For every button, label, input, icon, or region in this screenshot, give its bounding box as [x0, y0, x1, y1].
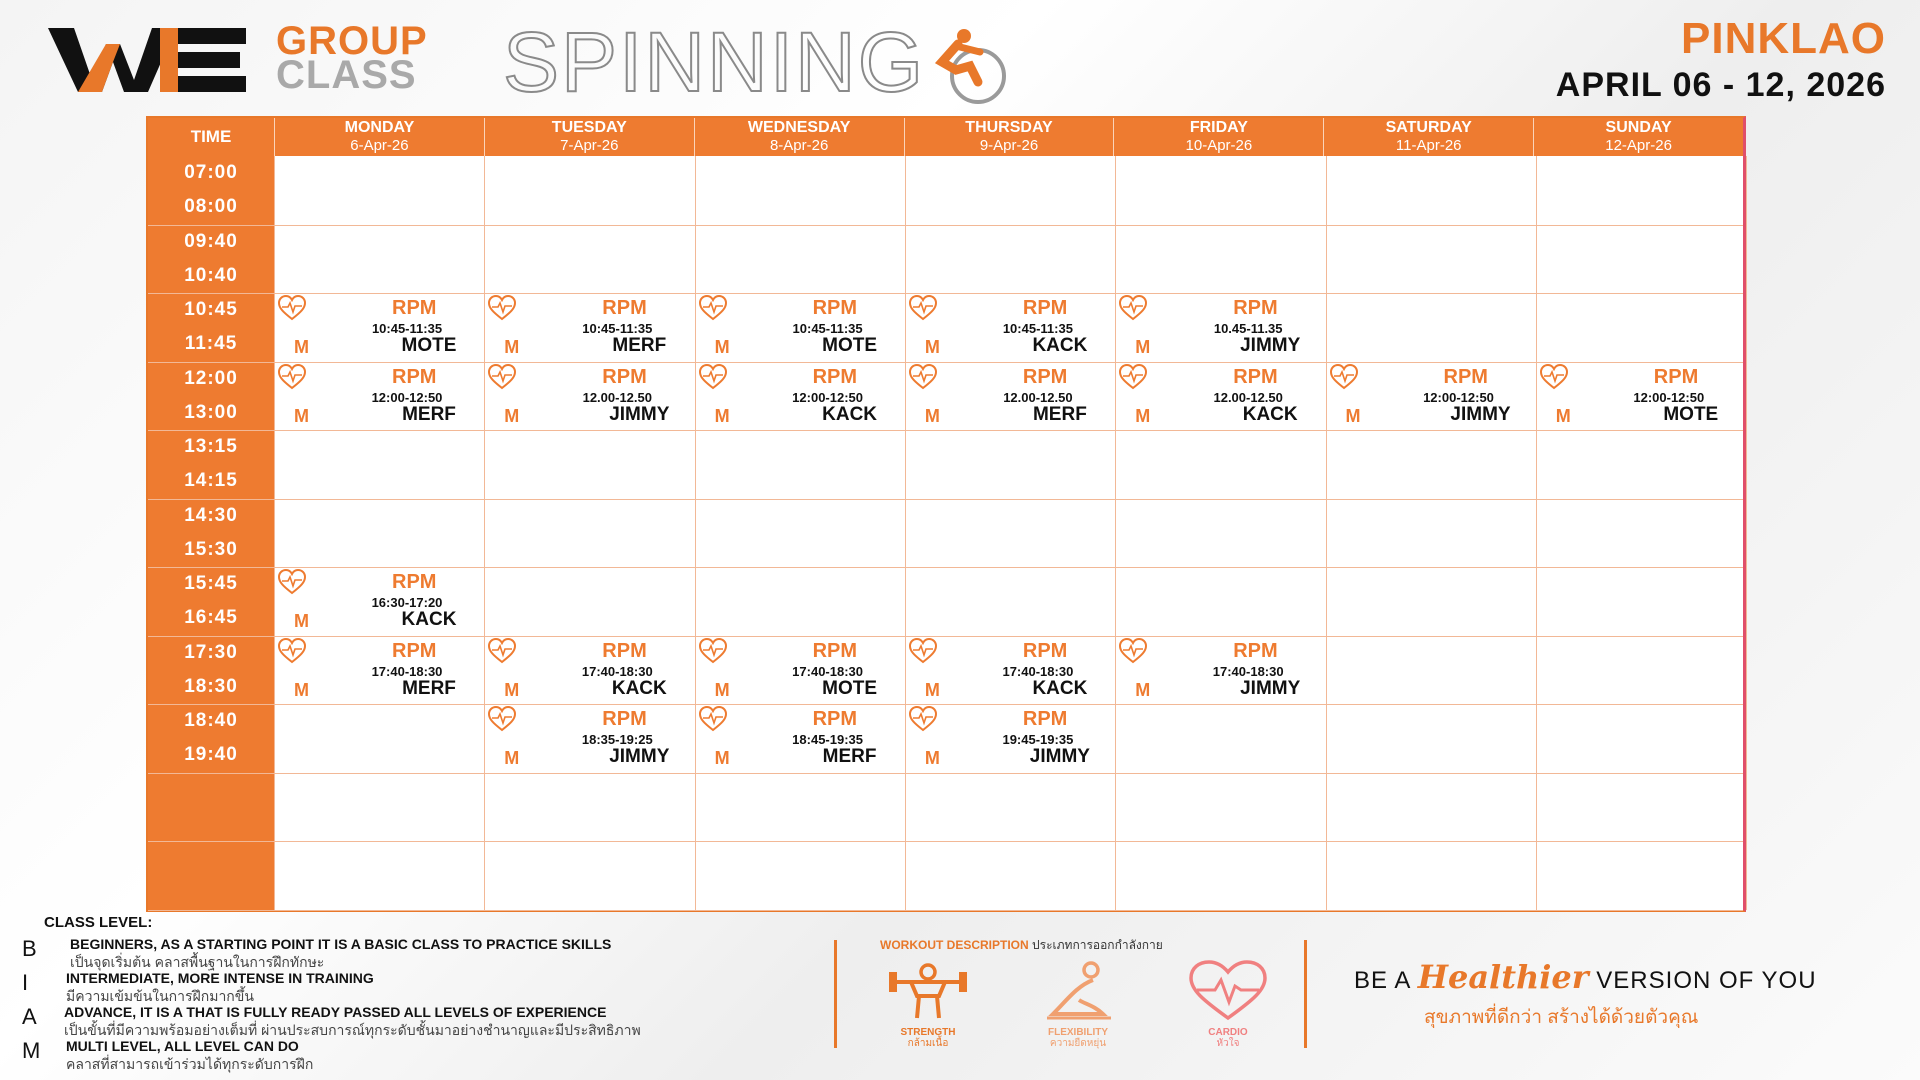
cardio-heart-icon	[278, 638, 306, 664]
level-description: ADVANCE, IT IS A THAT IS FULLY READY PASSED ALL LEVELS OF EXPERIENCE	[64, 1004, 607, 1020]
class-slot[interactable]	[695, 704, 905, 772]
class-time: 17:40-18:30	[371, 663, 443, 679]
class-slot[interactable]	[905, 704, 1115, 772]
time-label: 08:00	[184, 196, 238, 217]
class-time: 10.45-11.35	[1213, 321, 1283, 336]
class-program: RPM	[1022, 297, 1068, 319]
class-slot[interactable]	[274, 293, 484, 361]
class-slot[interactable]	[1326, 362, 1536, 430]
day-date: 12-Apr-26	[1605, 137, 1672, 154]
day-date: 10-Apr-26	[1185, 137, 1253, 154]
class-level: M	[294, 611, 309, 631]
cardio-heart-icon	[1540, 364, 1568, 390]
time-label: 18:40	[184, 710, 238, 731]
class-level: M	[924, 679, 940, 700]
class-program: RPM	[812, 297, 858, 319]
time-header: TIME	[190, 127, 232, 146]
cardio-heart-icon	[909, 364, 937, 390]
column-divider	[905, 156, 906, 910]
level-description: INTERMEDIATE, MORE INTENSE IN TRAINING	[66, 970, 374, 986]
class-level: M	[504, 679, 520, 700]
class-program: RPM	[1233, 639, 1278, 662]
cardio-heart-icon	[488, 706, 516, 732]
class-program: RPM	[602, 297, 647, 319]
column-divider	[1536, 156, 1537, 910]
day-header-monday	[274, 118, 484, 156]
level-letter: A	[22, 1004, 37, 1029]
day-date: 7-Apr-26	[560, 137, 619, 154]
class-time: 12:00-12:50	[1633, 389, 1705, 405]
level-letter: B	[22, 936, 37, 961]
class-time: 17:40-18:30	[1002, 663, 1074, 679]
class-level: M	[714, 337, 730, 357]
class-level: M	[714, 679, 730, 700]
time-row	[148, 773, 1743, 843]
class-instructor: JIMMY	[609, 746, 670, 767]
class-slot[interactable]	[1115, 293, 1325, 361]
time-label: 07:00	[184, 162, 238, 183]
class-instructor: KACK	[401, 609, 457, 630]
branch-name: PINKLAO	[1681, 14, 1886, 63]
class-instructor: MOTE	[1663, 403, 1719, 425]
class-level: M	[504, 337, 520, 357]
day-date: 6-Apr-26	[350, 137, 409, 154]
class-level: M	[924, 337, 940, 357]
class-level: M	[1555, 405, 1571, 426]
class-time: 10:45-11:35	[1002, 321, 1073, 336]
time-label: 17:30	[184, 641, 238, 663]
class-program: RPM	[392, 365, 437, 388]
class-time: 12.00-12.50	[1003, 389, 1073, 405]
column-divider	[695, 156, 696, 910]
tagline	[1354, 958, 1894, 1032]
cardio-heart-icon	[909, 295, 937, 321]
workout-label: STRENGTH	[900, 1027, 956, 1038]
class-level: M	[294, 679, 309, 700]
class-level: M	[714, 748, 730, 768]
class-level: M	[504, 405, 520, 426]
class-instructor: MERF	[1032, 403, 1087, 425]
column-divider	[274, 156, 275, 910]
level-description-th: คลาสที่สามารถเข้าร่วมได้ทุกระดับการฝึก	[66, 1056, 314, 1072]
time-row	[148, 499, 1743, 569]
schedule-table	[146, 116, 1746, 912]
workout-cardio	[1180, 960, 1276, 1049]
class-instructor: JIMMY	[1240, 335, 1301, 356]
workout-label-th: ความยืดหยุ่น	[1049, 1038, 1107, 1049]
cardio-heart-icon	[699, 638, 727, 664]
class-time: 10:45-11:35	[582, 321, 653, 336]
level-description: MULTI LEVEL, ALL LEVEL CAN DO	[66, 1038, 299, 1054]
class-time: 19:45-19:35	[1002, 732, 1074, 747]
class-slot[interactable]	[695, 636, 905, 704]
workout-flexibility	[1030, 960, 1126, 1049]
class-instructor: KACK	[1032, 335, 1088, 356]
class-instructor: JIMMY	[1450, 403, 1511, 425]
class-slot[interactable]	[1536, 362, 1746, 430]
class-program: RPM	[1233, 365, 1278, 388]
class-slot[interactable]	[905, 362, 1115, 430]
date-range: APRIL 06 - 12, 2026	[1555, 66, 1886, 104]
day-name: SUNDAY	[1605, 119, 1672, 136]
branch-info	[1556, 14, 1886, 105]
class-time: 17:40-18:30	[792, 663, 863, 679]
time-row	[148, 156, 1743, 226]
cardio-heart-icon	[488, 364, 516, 390]
class-program: RPM	[1233, 297, 1278, 319]
class-program: RPM	[392, 297, 437, 319]
day-name: THURSDAY	[965, 119, 1053, 136]
time-label: 10:45	[184, 299, 238, 320]
class-slot[interactable]	[484, 293, 694, 361]
class-slot[interactable]	[484, 636, 694, 704]
cardio-icon	[1183, 960, 1273, 1022]
class-time: 12:00-12:50	[371, 389, 443, 405]
time-label: 15:30	[184, 538, 238, 560]
cardio-heart-icon	[488, 295, 516, 321]
class-program: RPM	[392, 639, 437, 662]
class-slot[interactable]	[274, 362, 484, 430]
class-program: RPM	[812, 708, 858, 730]
class-time: 10:45-11:35	[371, 321, 443, 336]
cardio-heart-icon	[278, 364, 306, 390]
class-program: RPM	[1022, 639, 1068, 662]
day-name: WEDNESDAY	[747, 119, 851, 136]
class-slot[interactable]	[274, 567, 484, 635]
cardio-heart-icon	[699, 364, 727, 390]
class-level: M	[1135, 337, 1151, 357]
column-divider	[1326, 156, 1327, 910]
class-program: RPM	[1022, 365, 1068, 388]
class-time: 17:40-18:30	[1212, 663, 1284, 679]
cardio-heart-icon	[488, 638, 516, 664]
day-header-tuesday	[484, 118, 694, 156]
class-time: 16:30-17:20	[371, 595, 443, 610]
class-time: 18:35-19:25	[581, 732, 653, 747]
class-instructor: JIMMY	[609, 403, 670, 425]
footer-divider	[834, 940, 837, 1048]
workout-title-en: WORKOUT DESCRIPTION	[880, 938, 1029, 952]
class-program: RPM	[1653, 365, 1699, 388]
class-instructor: KACK	[1032, 677, 1088, 699]
we-logo	[48, 22, 248, 96]
class-level: M	[1135, 679, 1151, 700]
time-label: 14:30	[184, 504, 238, 526]
class-slot[interactable]	[1115, 636, 1325, 704]
class-time: 12.00-12.50	[582, 389, 652, 405]
tagline-en	[1354, 958, 1894, 996]
day-date: 9-Apr-26	[979, 137, 1039, 154]
level-description-th: เป็นจุดเริ่มต้น คลาสพื้นฐานในการฝึกทักษะ	[70, 954, 325, 970]
time-label: 15:45	[184, 573, 238, 594]
class-slot[interactable]	[484, 704, 694, 772]
cardio-heart-icon	[699, 295, 727, 321]
class-level: M	[1345, 405, 1361, 426]
class-level: M	[294, 405, 309, 426]
class-time: 12.00-12.50	[1213, 389, 1283, 405]
class-level: M	[294, 337, 309, 357]
cardio-heart-icon	[909, 706, 937, 732]
group-label: GROUP	[276, 19, 428, 63]
day-header-row	[274, 118, 1743, 156]
class-program: RPM	[812, 365, 858, 388]
time-label: 14:15	[184, 470, 238, 491]
workout-label: FLEXIBILITY	[1048, 1027, 1108, 1038]
cardio-heart-icon	[699, 706, 727, 732]
tagline-script: Healthier	[1417, 958, 1589, 996]
program-title: SPINNING	[503, 15, 926, 109]
cardio-heart-icon	[1330, 364, 1358, 390]
class-slot[interactable]	[484, 362, 694, 430]
class-level-title: CLASS LEVEL:	[44, 914, 153, 931]
workout-title	[880, 936, 1163, 955]
class-program: RPM	[1443, 365, 1488, 388]
class-slot[interactable]	[905, 293, 1115, 361]
column-divider	[1746, 156, 1747, 910]
class-program: RPM	[1022, 708, 1068, 730]
cardio-heart-icon	[1119, 638, 1147, 664]
class-label: CLASS	[276, 53, 417, 97]
time-row	[148, 841, 1743, 911]
workout-strength	[880, 960, 976, 1049]
time-label: 16:45	[184, 607, 238, 628]
day-header-saturday	[1323, 118, 1533, 156]
day-name: MONDAY	[344, 119, 415, 136]
day-name: TUESDAY	[551, 119, 627, 136]
class-instructor: KACK	[1242, 403, 1298, 425]
class-level: M	[924, 405, 940, 426]
class-instructor: JIMMY	[1240, 677, 1301, 699]
workout-label: CARDIO	[1208, 1027, 1248, 1038]
spinning-bike-icon	[908, 26, 1028, 104]
time-label: 12:00	[184, 367, 238, 389]
day-date: 11-Apr-26	[1395, 137, 1462, 154]
level-description: BEGINNERS, AS A STARTING POINT IT IS A BASIC CLASS TO PRACTICE SKILLS	[70, 936, 612, 952]
class-slot[interactable]	[274, 636, 484, 704]
time-label: 10:40	[184, 264, 238, 286]
class-instructor: MOTE	[401, 335, 457, 356]
group-class-title	[276, 19, 428, 97]
class-instructor: MOTE	[822, 335, 878, 356]
class-level: M	[504, 748, 520, 768]
day-header-friday	[1113, 118, 1323, 156]
footer-divider	[1304, 940, 1307, 1048]
flexibility-icon	[1033, 960, 1123, 1022]
level-description-th: เป็นขั้นที่มีความพร้อมอย่างเต็มที่ ผ่านประสบการณ์ทุกระดับชั้นมาอย่างชำนาญและมีประสิทธิภาพ	[64, 1022, 641, 1038]
cardio-heart-icon	[909, 638, 937, 664]
class-level: M	[714, 405, 730, 426]
time-row	[148, 430, 1743, 500]
day-header-sunday	[1533, 118, 1743, 156]
time-label: 11:45	[184, 333, 238, 354]
column-divider	[1115, 156, 1116, 910]
class-program: RPM	[392, 571, 437, 593]
class-instructor: MERF	[402, 403, 456, 425]
class-instructor: KACK	[611, 677, 667, 699]
class-level: M	[924, 748, 940, 768]
schedule-rows	[148, 156, 1743, 910]
time-label: 09:40	[184, 230, 238, 252]
workout-label-th: หัวใจ	[1216, 1038, 1240, 1049]
class-program: RPM	[812, 639, 858, 662]
brand-header	[48, 15, 1028, 109]
column-divider	[484, 156, 485, 910]
time-label: 18:30	[184, 675, 238, 697]
class-time: 12:00-12:50	[1423, 389, 1494, 405]
cardio-heart-icon	[1119, 364, 1147, 390]
class-time: 10:45-11:35	[792, 321, 863, 336]
time-label: 19:40	[184, 744, 238, 765]
class-slot[interactable]	[905, 636, 1115, 704]
class-time: 17:40-18:30	[581, 663, 653, 679]
level-letter: I	[22, 970, 29, 995]
class-instructor: MOTE	[822, 677, 878, 699]
time-label: 13:15	[184, 436, 238, 457]
class-instructor: KACK	[822, 403, 878, 425]
class-time: 12:00-12:50	[792, 389, 863, 405]
time-row	[148, 225, 1743, 295]
day-header-wednesday	[694, 118, 904, 156]
workout-description	[880, 936, 1300, 1049]
class-slot[interactable]	[695, 293, 905, 361]
day-name: SATURDAY	[1385, 119, 1472, 136]
tagline-pre: BE A	[1354, 967, 1418, 994]
day-date: 8-Apr-26	[769, 137, 829, 154]
tagline-post: VERSION OF YOU	[1588, 967, 1817, 994]
cardio-heart-icon	[1119, 295, 1147, 321]
workout-label-th: กล้ามเนื้อ	[907, 1038, 949, 1049]
class-instructor: MERF	[822, 746, 877, 767]
day-header-thursday	[904, 118, 1114, 156]
cardio-heart-icon	[278, 569, 306, 595]
class-program: RPM	[602, 639, 647, 662]
level-description-th: มีความเข้มข้นในการฝึกมากขึ้น	[66, 988, 254, 1004]
time-label: 13:00	[184, 401, 238, 423]
day-name: FRIDAY	[1189, 119, 1248, 136]
class-slot[interactable]	[1115, 362, 1325, 430]
strength-icon	[883, 960, 973, 1022]
class-program: RPM	[602, 365, 647, 388]
cardio-heart-icon	[278, 295, 306, 321]
level-letter: M	[22, 1038, 41, 1063]
class-level: M	[1135, 405, 1151, 426]
class-slot[interactable]	[695, 362, 905, 430]
class-instructor: JIMMY	[1029, 746, 1090, 767]
class-instructor: MERF	[402, 677, 456, 699]
workout-title-th: ประเภทการออกกำลังกาย	[1032, 938, 1163, 952]
class-instructor: MERF	[612, 335, 667, 356]
class-program: RPM	[602, 708, 647, 730]
tagline-th: สุขภาพที่ดีกว่า สร้างได้ด้วยตัวคุณ	[1424, 1007, 1699, 1028]
class-time: 18:45-19:35	[792, 732, 863, 747]
